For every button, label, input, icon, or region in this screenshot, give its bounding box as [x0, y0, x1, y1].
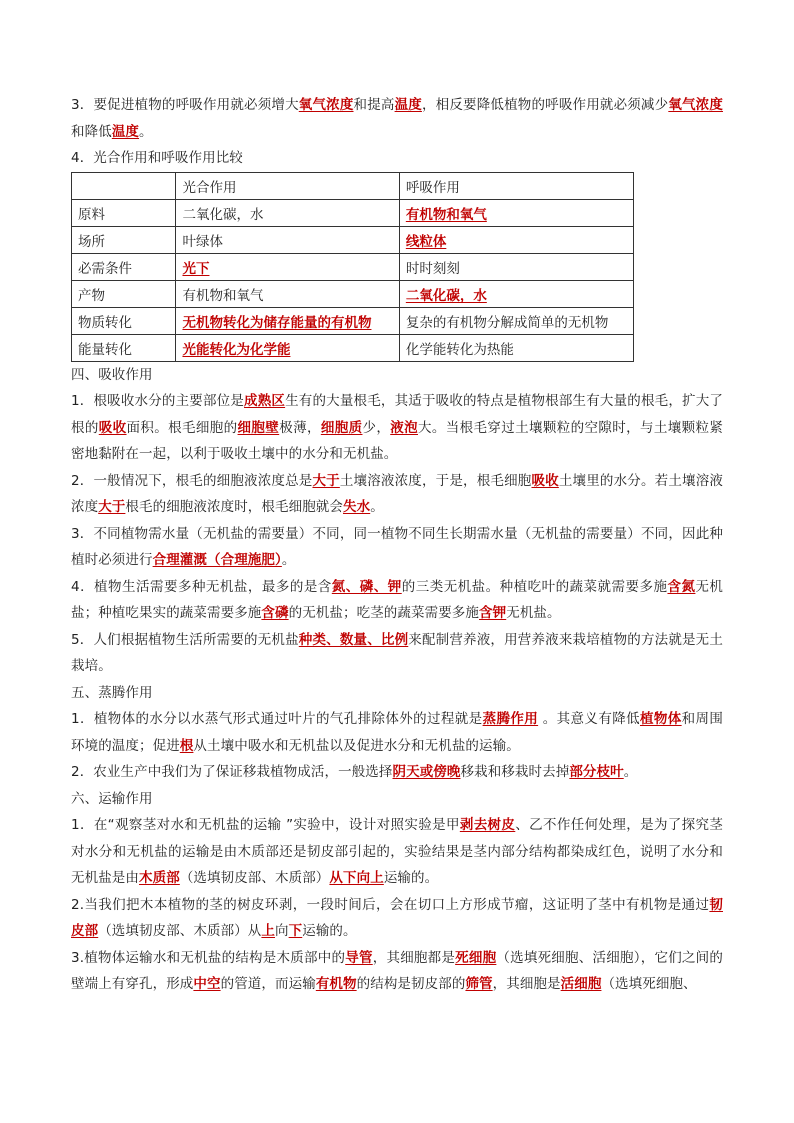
table-row	[72, 334, 634, 361]
cell-text: 时时刻刻	[405, 260, 460, 277]
table-row	[72, 199, 634, 226]
table-cell	[176, 334, 399, 361]
cell-text: 物质转化	[78, 314, 132, 331]
text-run: 和周围环境的温度；促进	[71, 711, 723, 754]
answer-text: 有机物和氧气	[405, 206, 487, 223]
text-run: 4．植物生活需要多种无机盐，最多的是含	[71, 578, 332, 595]
answer-text: 吸收	[98, 419, 127, 436]
text-run: ，相反要降低植物的呼吸作用就必须减少	[421, 97, 669, 113]
cell-text: 原料	[78, 206, 105, 223]
text-run: 和降低	[71, 123, 112, 140]
answer-text: 植物体	[639, 711, 682, 727]
text-run: 2．农业生产中我们为了保证移栽植物成活，一般选择	[71, 764, 393, 780]
text-run: 从土壤中吸水和无机盐以及促进水分和无机盐的运输。	[193, 737, 520, 754]
para-absorption-5	[71, 627, 723, 680]
answer-text: 温度	[111, 123, 140, 140]
para-absorption-4	[71, 574, 723, 627]
text-run: 和提高	[353, 97, 395, 113]
text-run: 的管道，而运输	[220, 976, 316, 992]
answer-text: 二氧化碳，水	[405, 287, 487, 304]
answer-text: 中空	[193, 976, 221, 992]
answer-text: 含钾	[479, 605, 507, 621]
answer-text: 死细胞	[455, 949, 497, 966]
text-run: 四、吸收作用	[71, 366, 153, 383]
answer-text: 剥去树皮	[459, 817, 516, 833]
document-body	[71, 92, 723, 998]
table-row	[72, 307, 634, 334]
text-run: 的结构是韧皮部的	[356, 976, 466, 992]
answer-text: 韧皮部	[71, 896, 723, 939]
text-run: 2.当我们把木本植物的茎的树皮环剥，一段时间后，会在切口上方形成节瘤，这证明了茎中有机物是通过	[71, 896, 710, 913]
text-run: 根毛的细胞液浓度时，根毛细胞就会	[125, 499, 344, 515]
answer-text: 木质部	[139, 870, 180, 886]
cell-text: 产物	[78, 287, 105, 304]
answer-text: 氧气浓度	[298, 97, 354, 113]
table-row	[72, 226, 634, 253]
text-run: 无机盐。	[506, 605, 561, 621]
answer-text: 线粒体	[405, 233, 447, 250]
text-run: 面积。根毛细胞的	[126, 419, 238, 436]
answer-text: 部分枝叶	[569, 764, 624, 780]
text-run: 六、运输作用	[71, 790, 153, 807]
para-comparison-heading	[71, 145, 723, 172]
para-transport-2	[71, 892, 723, 945]
heading-absorption	[71, 362, 723, 389]
text-run: 3．要促进植物的呼吸作用就必须增大	[71, 97, 299, 113]
answer-text: 大于	[312, 472, 340, 489]
answer-text: 细胞壁	[237, 419, 280, 436]
text-run: 1．根吸收水分的主要部位是	[71, 393, 245, 409]
text-run: （选填死细胞、	[601, 976, 697, 992]
text-run: 。	[623, 764, 638, 780]
para-transport-1	[71, 812, 723, 892]
text-run: 的无机盐；吃茎的蔬菜需要多施	[288, 605, 480, 621]
text-run: 1．在“观察茎对水和无机盐的运输 ”实验中，设计对照实验是甲	[71, 817, 460, 833]
answer-text: 导管	[345, 949, 373, 966]
table-cell	[176, 199, 399, 226]
answer-text: 细胞质	[320, 419, 363, 436]
answer-text: 液泡	[390, 419, 418, 436]
cell-text: 叶绿体	[182, 233, 223, 250]
answer-text: 失水	[343, 499, 371, 515]
answer-text: 根	[179, 737, 194, 754]
answer-text: 氧气浓度	[668, 97, 723, 113]
text-run: 。其意义有降低	[538, 711, 640, 727]
table-cell	[72, 199, 176, 226]
table-cell	[399, 334, 633, 361]
cell-text: 能量转化	[78, 341, 132, 358]
table-cell	[399, 226, 633, 253]
text-run: 五、蒸腾作用	[71, 684, 153, 701]
text-run: 土壤溶液浓度，于是，根毛细胞	[339, 472, 532, 489]
table-cell	[399, 199, 633, 226]
text-run: 来配制营养液，用营养液来栽培植物的方法就是无土栽培。	[71, 631, 723, 674]
table-cell	[176, 253, 399, 280]
table-row	[72, 253, 634, 280]
text-run: 2．一般情况下，根毛的细胞液浓度总是	[71, 472, 313, 489]
table-cell	[72, 307, 176, 334]
answer-text: 成熟区	[244, 393, 286, 409]
cell-text: 有机物和氧气	[182, 287, 264, 304]
cell-text: 场所	[78, 233, 105, 250]
text-run: （选填死细胞、活细胞），它们之间的壁端上有穿孔，形成	[71, 949, 724, 992]
answer-text: 筛管	[465, 976, 493, 992]
text-run: 。	[139, 123, 153, 140]
cell-text: 二氧化碳，水	[182, 206, 264, 223]
text-run: ，其细胞都是	[372, 949, 456, 966]
text-run: 向	[275, 923, 289, 939]
table-cell	[176, 280, 399, 307]
text-run: 少，	[362, 419, 391, 436]
answer-text: 从下向上	[329, 870, 384, 886]
table-cell	[72, 253, 176, 280]
text-run: 、乙不作任何处理，是为了探究茎对水分和无机盐的运输是由木质部还是韧皮部引起的，实验结果是茎内部分结构都染成红色，说明了水分和无机盐是由	[71, 817, 724, 886]
text-run: （选填韧皮部、木质部）	[179, 870, 330, 886]
table-header-cell	[72, 172, 176, 199]
answer-text: 温度	[394, 97, 422, 113]
table-cell	[399, 280, 633, 307]
cell-text: 复杂的有机物分解成简单的无机物	[405, 314, 609, 331]
text-run: 1．植物体的水分以水蒸气形式通过叶片的气孔排除体外的过程就是	[71, 711, 483, 727]
heading-transpiration	[71, 680, 723, 707]
table-cell	[72, 226, 176, 253]
text-run: 极薄，	[279, 419, 321, 436]
answer-text: 种类、数量、比例	[298, 631, 409, 648]
text-run: 。	[281, 552, 296, 568]
cell-text: 化学能转化为热能	[405, 341, 514, 358]
table-cell	[399, 253, 633, 280]
answer-text: 下	[288, 923, 303, 939]
text-run: 大。当根毛穿过土壤颗粒的空隙时，与土壤颗粒紧密地黏附在一起，以利于吸收土壤中的水分和无机盐。	[71, 419, 724, 462]
text-run: 4．光合作用和呼吸作用比较	[71, 150, 243, 166]
table-header-cell: 光合作用	[176, 172, 399, 199]
table-row	[72, 280, 634, 307]
answer-text: 上	[261, 923, 276, 939]
text-run: 运输的。	[383, 870, 439, 886]
table-cell	[399, 307, 633, 334]
answer-text: 活细胞	[560, 976, 602, 992]
text-run: ，其细胞是	[492, 976, 561, 992]
table-cell	[176, 307, 399, 334]
text-run: 3.植物体运输水和无机盐的结构是木质部中的	[71, 949, 346, 966]
comparison-table	[71, 172, 634, 362]
answer-text: 吸收	[531, 472, 559, 489]
table-header-cell: 呼吸作用	[399, 172, 633, 199]
para-respiration-factors	[71, 92, 723, 145]
answer-text: 合理灌溉（合理施肥）	[152, 552, 282, 568]
answer-text: 阴天或傍晚	[392, 764, 461, 780]
answer-text: 含磷	[261, 605, 289, 621]
table-cell	[72, 334, 176, 361]
para-transport-3	[71, 945, 723, 998]
text-run: （选填韧皮部、木质部）从	[98, 923, 262, 939]
para-absorption-3	[71, 521, 723, 574]
answer-text: 光下	[182, 260, 210, 277]
para-absorption-2	[71, 468, 723, 521]
text-run: 无机盐；种植吃果实的蔬菜需要多施	[71, 578, 724, 621]
para-absorption-1	[71, 388, 723, 468]
text-run: 运输的。	[302, 923, 357, 939]
cell-text: 必需条件	[78, 260, 132, 277]
table-cell	[72, 280, 176, 307]
answer-text: 氮、磷、钾	[331, 578, 402, 595]
answer-text: 大于	[98, 499, 126, 515]
text-run: 土壤里的水分。若土壤溶液浓度	[71, 472, 724, 515]
text-run: 的三类无机盐。种植吃叶的蔬菜就需要多施	[401, 578, 668, 595]
text-run: 移栽和移栽时去掉	[460, 764, 570, 780]
text-run: 3．不同植物需水量（无机盐的需要量）不同，同一植物不同生长期需水量（无机盐的需要量）不同，因此种植时必须进行	[71, 525, 723, 568]
answer-text: 有机物	[315, 976, 357, 992]
table-header-row	[72, 172, 634, 199]
answer-text: 光能转化为化学能	[182, 341, 291, 358]
heading-transport	[71, 786, 723, 813]
text-run: 。	[370, 499, 384, 515]
text-run: 生有的大量根毛，其适于吸收的特点是植物根部生有大量的根毛，扩大了根的	[71, 393, 723, 436]
para-transpiration-1	[71, 706, 723, 759]
answer-text: 含氮	[667, 578, 696, 595]
text-run: 5．人们根据植物生活所需要的无机盐	[71, 631, 299, 648]
para-transpiration-2	[71, 759, 723, 786]
answer-text: 蒸腾作用	[482, 711, 539, 727]
table-cell	[176, 226, 399, 253]
answer-text: 无机物转化为储存能量的有机物	[182, 314, 372, 331]
